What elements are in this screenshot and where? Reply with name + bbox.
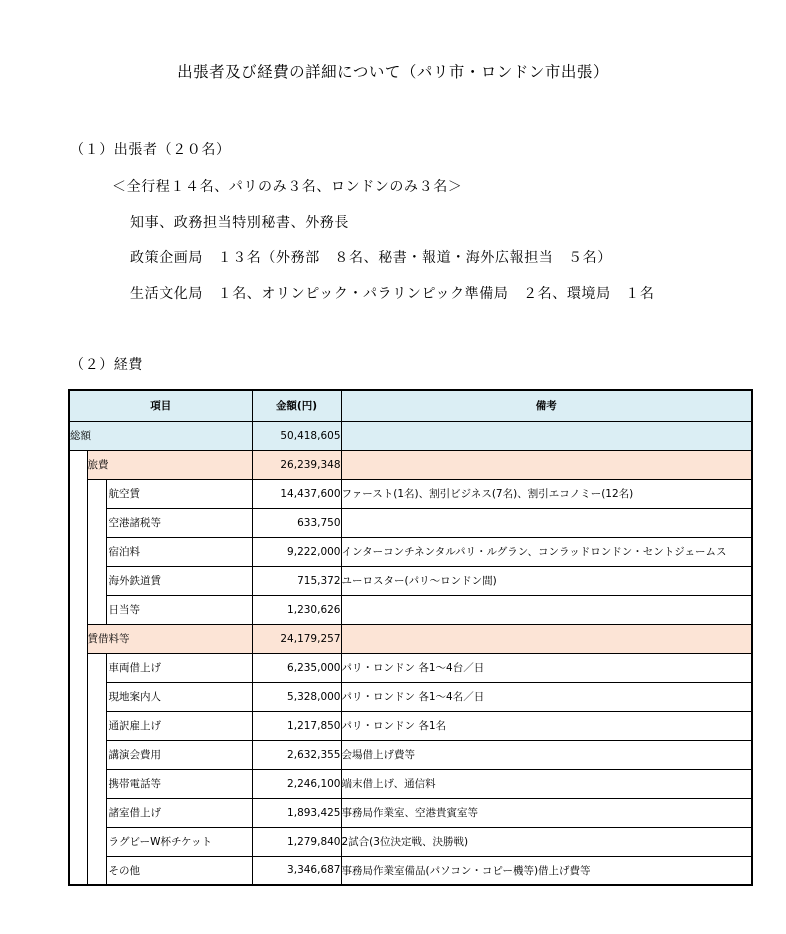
item-note: パリ・ロンドン 各1名	[341, 711, 752, 740]
category-amount: 24,179,257	[252, 624, 341, 653]
item-note: インターコンチネンタルパリ・ルグラン、コンラッドロンドン・セントジェームス	[341, 537, 752, 566]
indent-spacer	[69, 450, 87, 885]
item-amount: 633,750	[252, 508, 341, 537]
traveler-line: 知事、政務担当特別秘書、外務長	[130, 215, 349, 231]
item-label: その他	[106, 856, 252, 885]
table-row	[69, 595, 752, 624]
header-item: 項目	[69, 390, 252, 421]
category-amount: 26,239,348	[252, 450, 341, 479]
item-label: 諸室借上げ	[106, 798, 252, 827]
category-label: 賃借料等	[87, 624, 252, 653]
item-label: 航空賃	[106, 479, 252, 508]
item-label: ラグビーW杯チケット	[106, 827, 252, 856]
table-header-row	[69, 390, 752, 421]
category-note	[341, 624, 752, 653]
total-amount: 50,418,605	[252, 421, 341, 450]
item-amount: 1,279,840	[252, 827, 341, 856]
traveler-line: 生活文化局 １名、オリンピック・パラリンピック準備局 ２名、環境局 １名	[130, 286, 655, 302]
item-label: 日当等	[106, 595, 252, 624]
table-row	[69, 856, 752, 885]
table-row	[69, 653, 752, 682]
expense-table	[68, 389, 753, 886]
item-note: 端末借上げ、通信料	[341, 769, 752, 798]
item-label: 宿泊料	[106, 537, 252, 566]
table-row	[69, 827, 752, 856]
traveler-line: 政策企画局 １３名（外務部 ８名、秘書・報道・海外広報担当 ５名）	[130, 250, 612, 266]
item-amount: 5,328,000	[252, 682, 341, 711]
item-note: 事務局作業室備品(パソコン・コピー機等)借上げ費等	[341, 856, 752, 885]
item-note: ユーロスター(パリ～ロンドン間)	[341, 566, 752, 595]
item-amount: 14,437,600	[252, 479, 341, 508]
item-amount: 6,235,000	[252, 653, 341, 682]
table-row	[69, 740, 752, 769]
table-row	[69, 682, 752, 711]
category-row-rental	[69, 624, 752, 653]
item-amount: 1,230,626	[252, 595, 341, 624]
item-amount: 2,632,355	[252, 740, 341, 769]
category-row-travel	[69, 450, 752, 479]
item-label: 空港諸税等	[106, 508, 252, 537]
item-label: 通訳雇上げ	[106, 711, 252, 740]
item-amount: 9,222,000	[252, 537, 341, 566]
item-amount: 1,217,850	[252, 711, 341, 740]
table-row	[69, 508, 752, 537]
item-amount: 2,246,100	[252, 769, 341, 798]
indent-spacer	[87, 479, 106, 624]
item-amount: 1,893,425	[252, 798, 341, 827]
total-label: 総額	[69, 421, 252, 450]
header-amount: 金額(円)	[252, 390, 341, 421]
item-label: 海外鉄道賃	[106, 566, 252, 595]
indent-spacer	[87, 653, 106, 885]
category-label: 旅費	[87, 450, 252, 479]
table-row	[69, 711, 752, 740]
item-note: 2試合(3位決定戦、決勝戦)	[341, 827, 752, 856]
table-row	[69, 769, 752, 798]
item-note: パリ・ロンドン 各1～4名／日	[341, 682, 752, 711]
item-note	[341, 508, 752, 537]
item-note: 事務局作業室、空港貴賓室等	[341, 798, 752, 827]
table-row	[69, 798, 752, 827]
table-row	[69, 479, 752, 508]
header-note: 備考	[341, 390, 752, 421]
itinerary-summary: ＜全行程１４名、パリのみ３名、ロンドンのみ３名＞	[112, 179, 463, 195]
item-note	[341, 595, 752, 624]
item-note: パリ・ロンドン 各1～4台／日	[341, 653, 752, 682]
table-row	[69, 537, 752, 566]
section1-heading: （１）出張者（２０名）	[70, 142, 231, 158]
item-label: 講演会費用	[106, 740, 252, 769]
item-amount: 715,372	[252, 566, 341, 595]
category-note	[341, 450, 752, 479]
table-row	[69, 566, 752, 595]
item-label: 現地案内人	[106, 682, 252, 711]
total-note	[341, 421, 752, 450]
item-note: 会場借上げ費等	[341, 740, 752, 769]
item-label: 携帯電話等	[106, 769, 252, 798]
page-title: 出張者及び経費の詳細について（パリ市・ロンドン市出張）	[177, 63, 609, 81]
item-label: 車両借上げ	[106, 653, 252, 682]
item-note: ファースト(1名)、割引ビジネス(7名)、割引エコノミー(12名)	[341, 479, 752, 508]
total-row	[69, 421, 752, 450]
section2-heading: （２）経費	[70, 357, 143, 373]
item-amount: 3,346,687	[252, 856, 341, 885]
